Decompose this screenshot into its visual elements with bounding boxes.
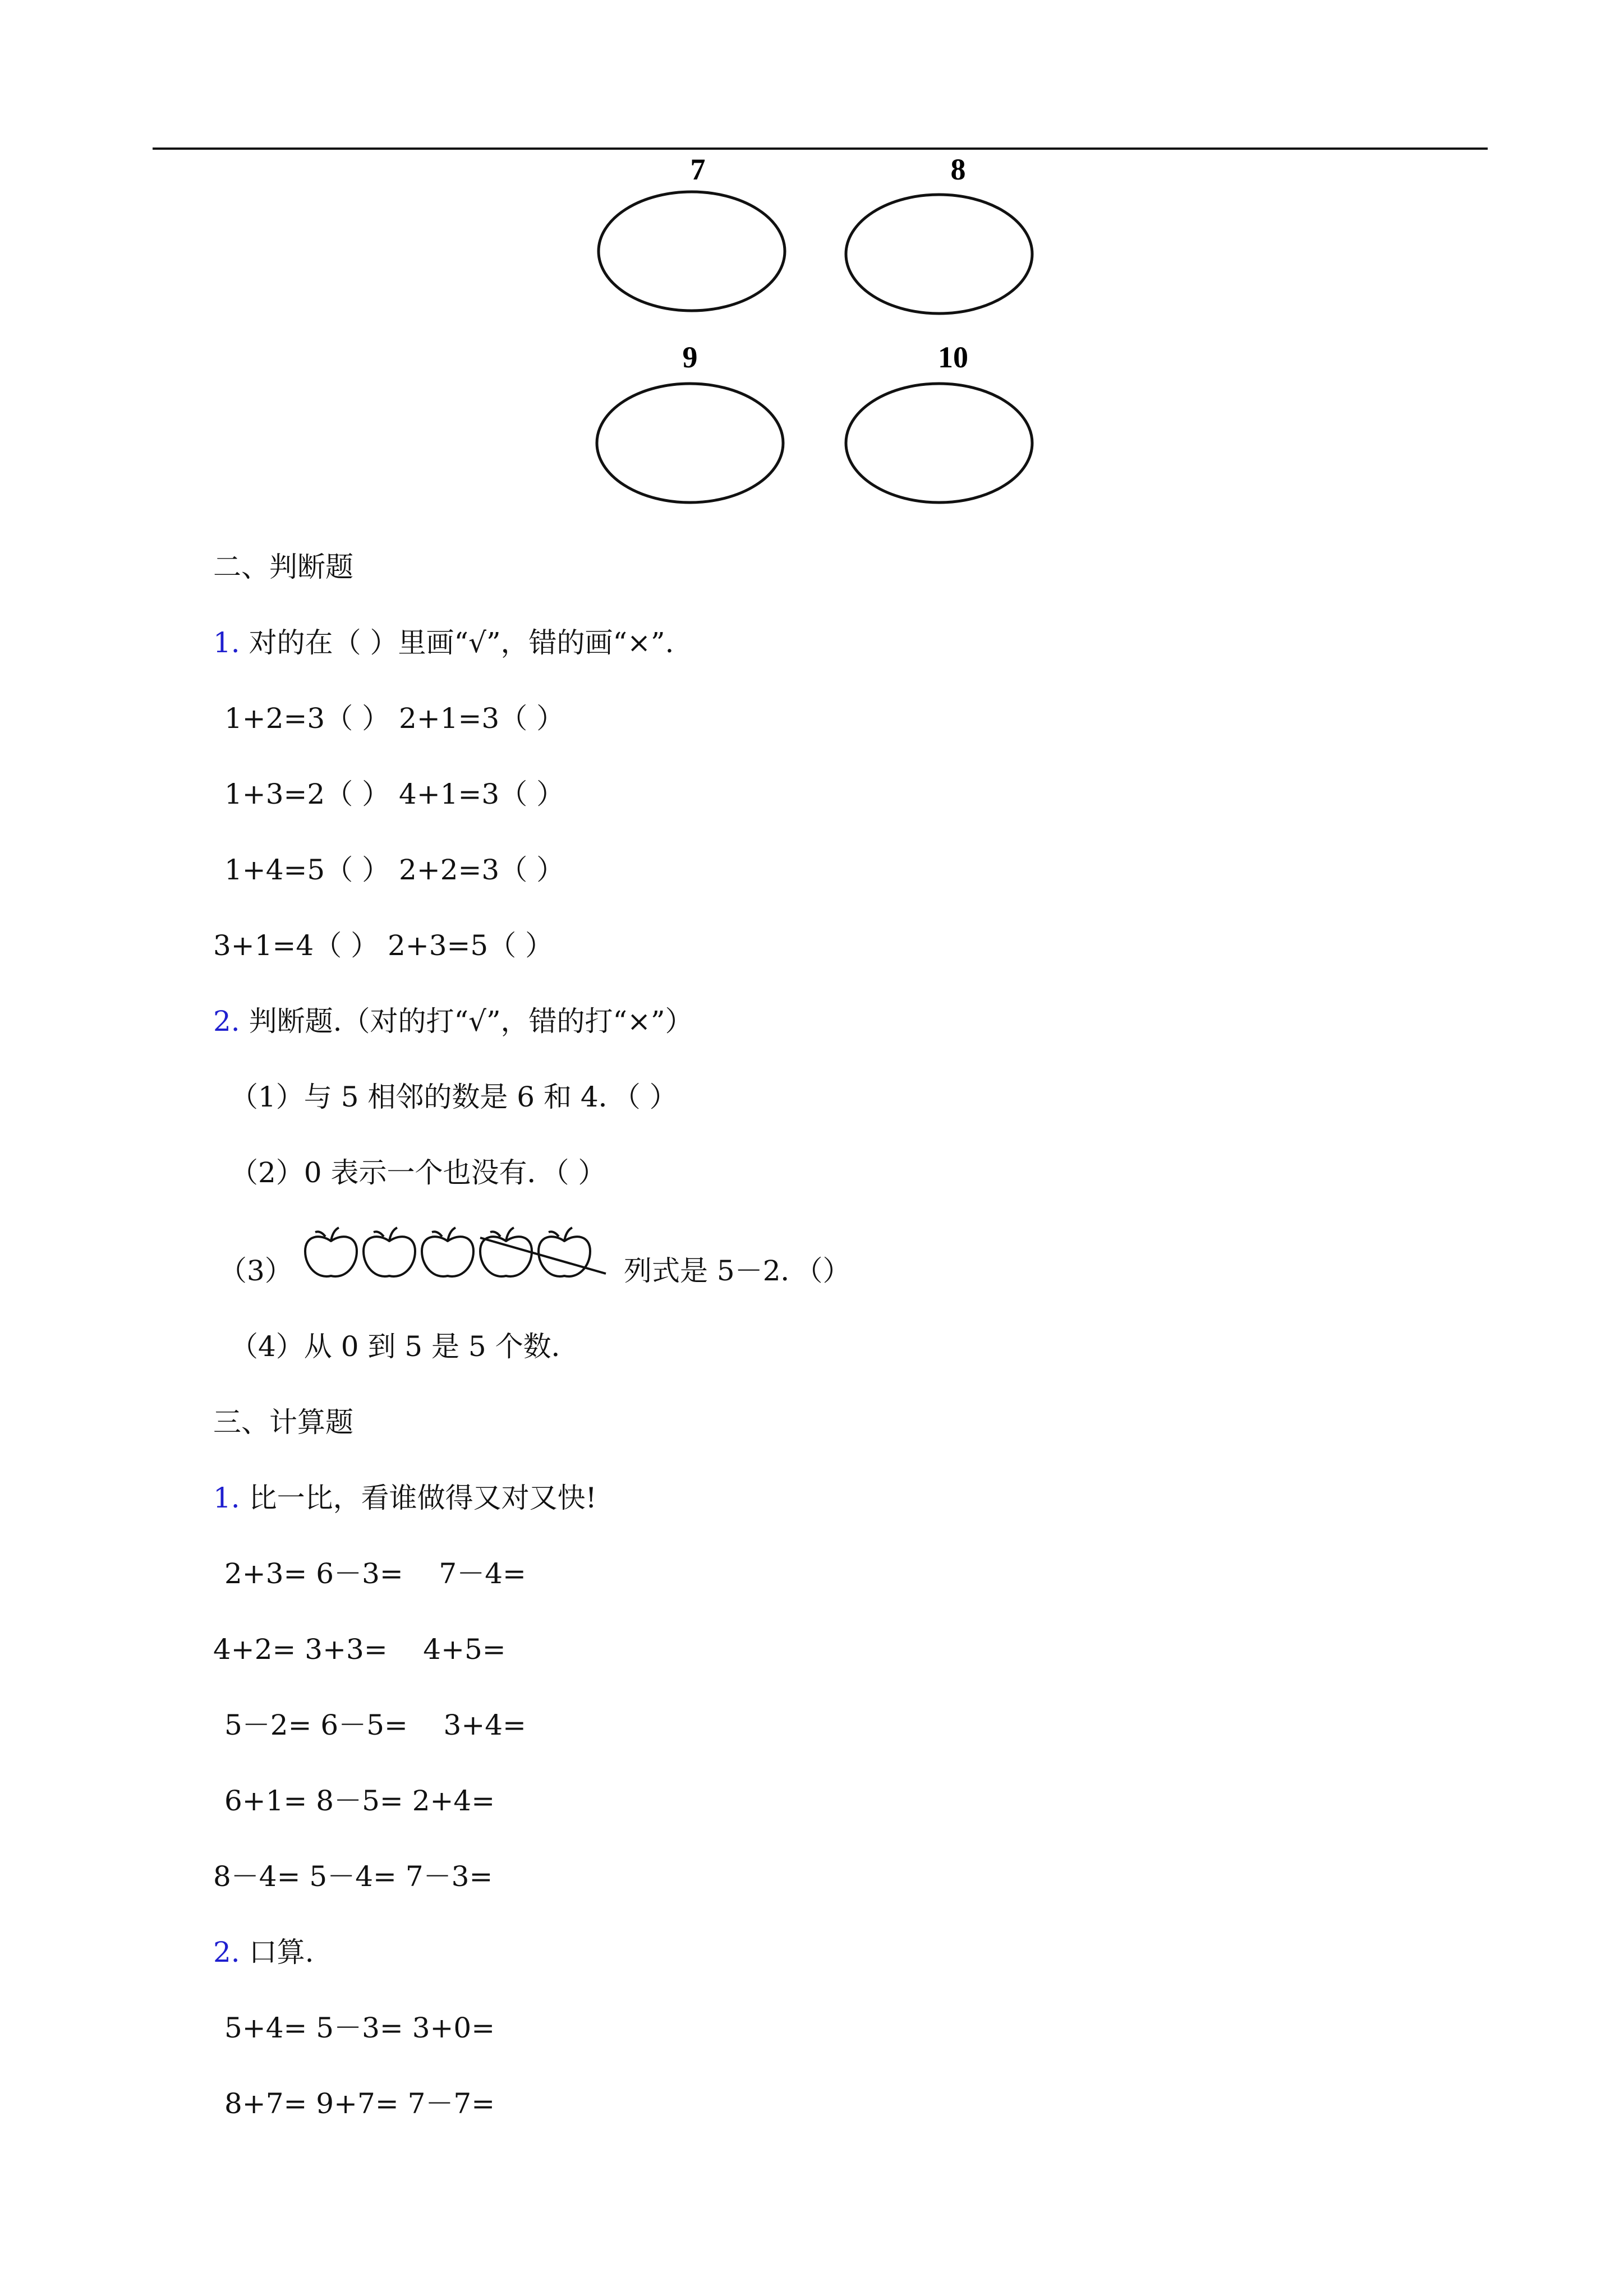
number-ellipses-figure <box>583 151 1049 516</box>
apple-icon <box>422 1228 473 1276</box>
s2-q1-line-2: 1+3=2（ ） 4+1=3（ ） <box>224 778 565 810</box>
header-rule <box>153 147 1488 150</box>
s2-q2-item-3-label: （3） <box>219 1255 293 1287</box>
s3-q1-line-4: 6+1= 8－5= 2+4= <box>224 1785 495 1817</box>
s3-q1-line-3: 5－2= 6－5= 3+4= <box>224 1709 526 1741</box>
s2-q2-number: 2. <box>213 1005 240 1038</box>
s3-q2 <box>213 1935 314 1969</box>
group-label-8: 8 <box>950 153 966 186</box>
s2-q1 <box>213 626 674 660</box>
s2-q1-text: 对的在（ ）里画“√”，错的画“×”. <box>249 626 674 659</box>
s3-q1-number: 1. <box>213 1482 240 1514</box>
ellipse-9 <box>597 384 783 502</box>
s3-q1-line-1: 2+3= 6－3= 7－4= <box>224 1557 526 1590</box>
s2-q2-text: 判断题.（对的打“√”，错的打“×”） <box>249 1005 693 1038</box>
s3-q2-line-2: 8+7= 9+7= 7－7= <box>224 2087 495 2120</box>
s2-q2 <box>213 1004 693 1038</box>
s2-q1-line-1: 1+2=3（ ） 2+1=3（ ） <box>224 702 565 735</box>
s3-q2-number: 2. <box>213 1936 240 1968</box>
group-label-7: 7 <box>690 153 706 186</box>
group-label-10: 10 <box>938 340 968 374</box>
apple-icon <box>305 1228 357 1276</box>
s3-q1-line-2: 4+2= 3+3= 4+5= <box>213 1633 506 1666</box>
apple-crossed-icon <box>539 1228 590 1276</box>
s2-q2-item-4: （4）从 0 到 5 是 5 个数． <box>230 1330 579 1363</box>
s2-q2-item-3-text: 列式是 5－2．（） <box>624 1255 851 1287</box>
s3-q1-text: 比一比，看谁做得又对又快! <box>249 1482 597 1514</box>
s2-q2-item-2: （2）0 表示一个也没有．（ ） <box>230 1156 606 1189</box>
s2-q1-number: 1. <box>213 626 240 659</box>
group-label-9: 9 <box>682 340 698 374</box>
s3-q1-line-5: 8－4= 5－4= 7－3= <box>213 1860 493 1893</box>
s2-q1-line-3: 1+4=5（ ） 2+2=3（ ） <box>224 854 565 886</box>
apples-figure <box>303 1225 623 1287</box>
section2-heading: 二、判断题 <box>213 551 353 583</box>
ellipse-8 <box>846 195 1032 313</box>
s2-q1-line-4: 3+1=4（ ） 2+3=5（ ） <box>213 929 554 962</box>
ellipse-10 <box>846 384 1032 502</box>
section3-heading: 三、计算题 <box>213 1406 353 1439</box>
s3-q1 <box>213 1481 597 1515</box>
s3-q2-line-1: 5+4= 5－3= 3+0= <box>224 2012 495 2044</box>
s2-q2-item-1: （1）与 5 相邻的数是 6 和 4．（ ） <box>230 1081 678 1113</box>
apple-icon <box>364 1228 415 1276</box>
ellipse-7 <box>599 192 785 311</box>
apple-crossed-icon <box>480 1228 532 1276</box>
s3-q2-text: 口算. <box>249 1936 314 1968</box>
